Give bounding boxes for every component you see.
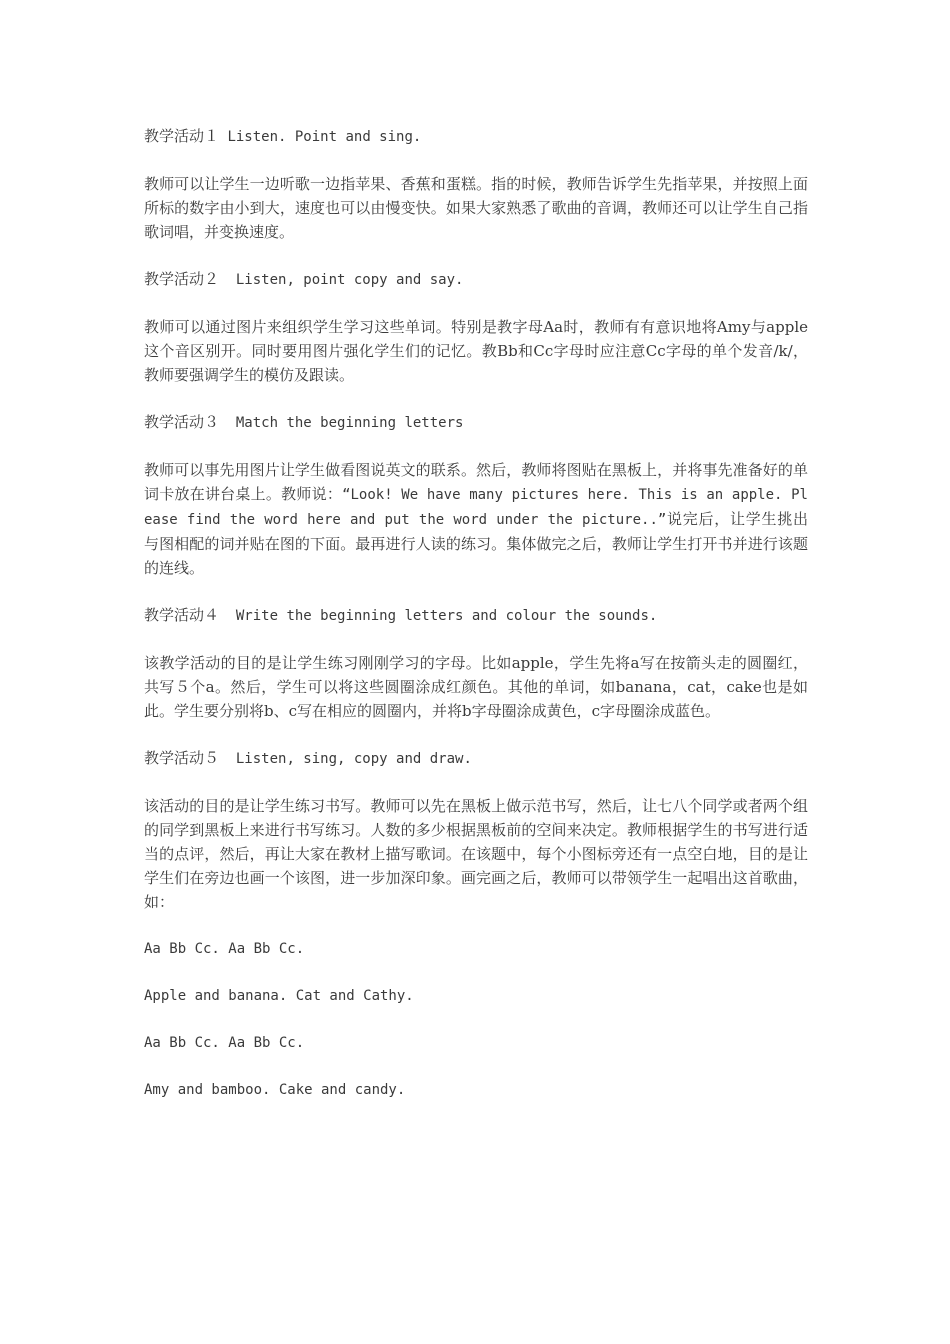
lyric-line-3: Aa Bb Cc. Aa Bb Cc. [144, 1035, 305, 1051]
activity-4-body: 该教学活动的目的是让学生练习刚刚学习的字母。比如apple，学生先将a写在按箭头走的圆圈红，共写５个a。然后，学生可以将这些圆圈涂成红颜色。其他的单词，如banana，cat，cake也是如此。学生要分别将b、c写在相应的圆圈内，并将b字母圈涂成黄色，c字母圈涂成蓝色。 [144, 654, 808, 720]
activity-4-label: 教学活动４ [144, 606, 220, 624]
lyric-line-4: Amy and bamboo. Cake and candy. [144, 1082, 406, 1098]
activity-5-body: 该活动的目的是让学生练习书写。教师可以先在黑板上做示范书写，然后，让七八个同学或者两个组的同学到黑板上来进行书写练习。人数的多少根据黑板前的空间来决定。教师根据学生的书写进行适当的点评，然后，再让大家在教材上描写歌词。在该题中，每个小图标旁还有一点空白地，目的是让学生们在旁边也画一个该图，进一步加深印象。画完画之后，教师可以带领学生一起唱出这首歌曲，如： [144, 797, 808, 911]
document-page [144, 124, 808, 1125]
lyric-line-2: Apple and banana. Cat and Cathy. [144, 988, 414, 1004]
activity-3-body-post: 说完后，让学生挑出与图相配的词并贴在图的下面。最再进行人读的练习。集体做完之后，教师让学生打开书并进行该题的连线。 [144, 510, 808, 577]
activity-1-heading [144, 124, 808, 149]
activity-3-body-pre: 教师可以事先用图片让学生做看图说英文的联系。然后，教师将图贴在黑板上，并将事先准备好的单词卡放在讲台桌上。教师说： [144, 461, 808, 503]
activity-2-title: Listen, point copy and say. [235, 272, 464, 288]
activity-1-label: 教学活动１ [144, 127, 220, 145]
activity-1-body: 教师可以让学生一边听歌一边指苹果、香蕉和蛋糕。指的时候，教师告诉学生先指苹果，并按照上面所标的数字由小到大，速度也可以由慢变快。如果大家熟悉了歌曲的音调，教师还可以让学生自己指歌词唱，并变换速度。 [144, 175, 808, 241]
activity-3-title: Match the beginning letters [235, 415, 464, 431]
activity-5-label: 教学活动５ [144, 749, 220, 767]
activity-5-heading [144, 746, 808, 771]
activity-4-title: Write the beginning letters and colour the sounds. [235, 608, 658, 624]
lyric-line-1: Aa Bb Cc. Aa Bb Cc. [144, 941, 305, 957]
activity-2-heading [144, 267, 808, 292]
activity-3-heading [144, 410, 808, 435]
activity-2-label: 教学活动２ [144, 270, 220, 288]
activity-3-label: 教学活动３ [144, 413, 220, 431]
activity-2-body: 教师可以通过图片来组织学生学习这些单词。特别是教字母Aa时，教师有有意识地将Amy与apple这个音区别开。同时要用图片强化学生们的记忆。教Bb和Cc字母时应注意Cc字母的单个发音/k/，教师要强调学生的模仿及跟读。 [144, 318, 808, 384]
activity-3-body [144, 458, 808, 580]
activity-3-body-quote: “Look! We have many pictures here. This is an apple. Please find the word here and put the word under the picture..” [144, 487, 808, 528]
activity-5-title: Listen, sing, copy and draw. [235, 751, 472, 767]
activity-4-heading [144, 603, 808, 628]
activity-1-title: Listen. Point and sing. [227, 129, 422, 145]
